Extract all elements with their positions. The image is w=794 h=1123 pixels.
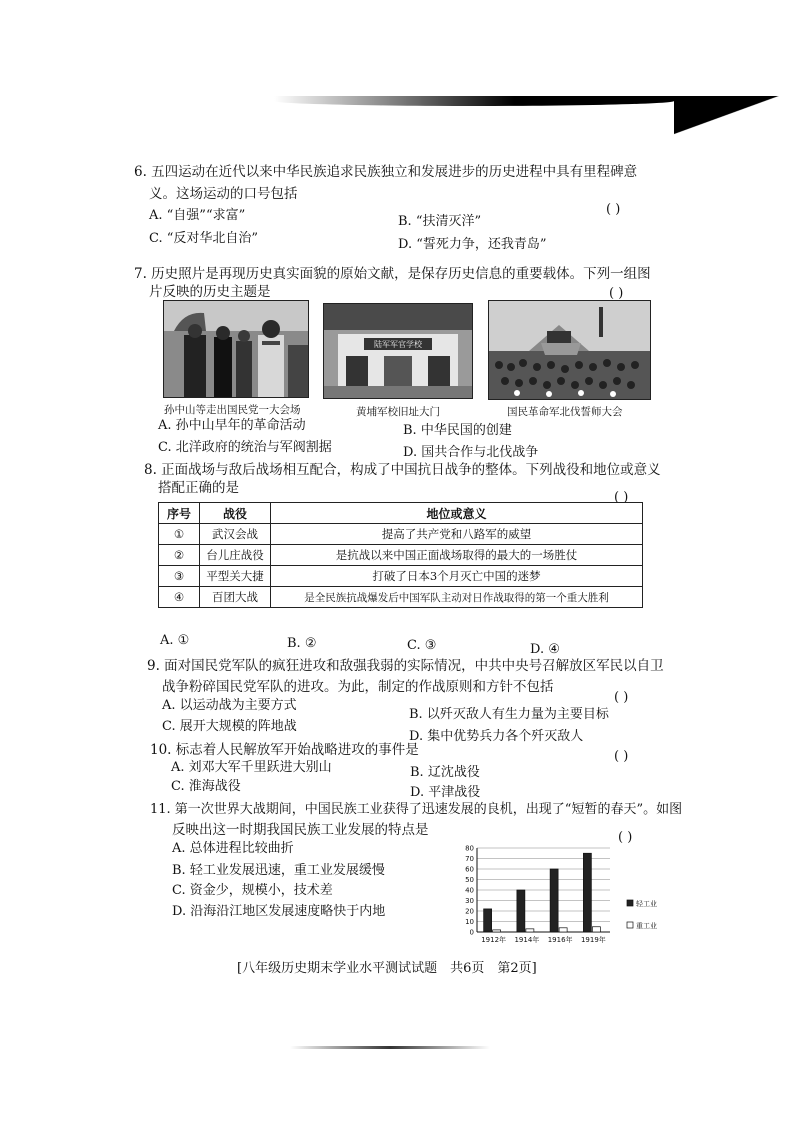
q8-stem-line1: 8. 正面战场与敌后战场相互配合，构成了中国抗日战争的整体。下列战役和地位或意义 bbox=[144, 462, 661, 478]
q7-option-c[interactable]: C. 北洋政府的统治与军阀割据 bbox=[158, 440, 332, 455]
photo-northern-expedition bbox=[488, 300, 651, 400]
bar-light-industry bbox=[484, 909, 492, 932]
scan-shadow-corner bbox=[674, 96, 794, 136]
bar-heavy-industry bbox=[493, 930, 501, 932]
y-tick-label: 10 bbox=[465, 918, 474, 926]
photo-caption-2: 黄埔军校旧址大门 bbox=[356, 406, 440, 418]
industry-bar-chart bbox=[455, 842, 690, 950]
table-cell-number: ④ bbox=[159, 587, 200, 608]
x-tick-label: 1916年 bbox=[547, 936, 573, 944]
q11-option-b[interactable]: B. 轻工业发展迅速，重工业发展缓慢 bbox=[172, 863, 385, 878]
q10-answer-paren[interactable]: ( ) bbox=[614, 749, 629, 764]
bar-light-industry bbox=[517, 890, 525, 932]
table-cell-significance: 是抗战以来中国正面战场取得的最大的一场胜仗 bbox=[271, 545, 643, 566]
q10-stem: 10. 标志着人民解放军开始战略进攻的事件是 bbox=[150, 742, 419, 758]
table-cell-significance: 打破了日本3个月灭亡中国的迷梦 bbox=[271, 566, 643, 587]
legend-swatch bbox=[627, 900, 633, 906]
y-tick-label: 60 bbox=[465, 865, 474, 874]
q11-stem-line2: 反映出这一时期我国民族工业发展的特点是 bbox=[172, 822, 429, 838]
y-tick-label: 50 bbox=[465, 876, 474, 884]
q6-option-d[interactable]: D. “誓死力争，还我青岛” bbox=[398, 237, 547, 252]
q10-option-d[interactable]: D. 平津战役 bbox=[410, 785, 481, 800]
q6-option-a[interactable]: A. “自强”“求富” bbox=[149, 208, 246, 223]
x-tick-label: 1912年 bbox=[481, 936, 507, 944]
table-row bbox=[159, 566, 643, 587]
table-cell-significance: 提高了共产党和八路军的威望 bbox=[271, 524, 643, 545]
q7-option-b[interactable]: B. 中华民国的创建 bbox=[403, 423, 512, 438]
legend-label: 重工业 bbox=[636, 922, 657, 930]
q10-option-a[interactable]: A. 刘邓大军千里跃进大别山 bbox=[171, 760, 332, 775]
y-tick-label: 40 bbox=[465, 886, 474, 895]
x-tick-label: 1914年 bbox=[514, 936, 540, 944]
scan-shadow-top bbox=[274, 96, 674, 106]
table-row bbox=[159, 524, 643, 545]
table-header-battle: 战役 bbox=[200, 503, 271, 524]
bar-heavy-industry bbox=[526, 929, 534, 932]
photo-whampoa-gate bbox=[323, 303, 473, 399]
photo-caption-3: 国民革命军北伐誓师大会 bbox=[507, 406, 623, 418]
photo-sun-yat-sen bbox=[163, 300, 309, 398]
q8-stem-line2: 搭配正确的是 bbox=[158, 480, 239, 496]
q7-answer-paren[interactable]: ( ) bbox=[609, 286, 624, 301]
y-tick-label: 0 bbox=[469, 928, 474, 937]
page-footer: [八年级历史期末学业水平测试试题 共6页 第2页] bbox=[237, 961, 537, 976]
q8-option-d[interactable]: D. ④ bbox=[530, 642, 560, 657]
q7-stem-line1: 7. 历史照片是再现历史真实面貌的原始文献，是保存历史信息的重要载体。下列一组图 bbox=[134, 266, 651, 282]
table-row bbox=[159, 587, 643, 608]
q8-option-b[interactable]: B. ② bbox=[287, 636, 317, 651]
q6-answer-paren[interactable]: ( ) bbox=[606, 202, 621, 217]
table-cell-number: ① bbox=[159, 524, 200, 545]
q9-stem-line1: 9. 面对国民党军队的疯狂进攻和敌强我弱的实际情况，中共中央号召解放区军民以自卫 bbox=[147, 658, 664, 674]
q7-stem-line2: 片反映的历史主题是 bbox=[149, 284, 271, 300]
q9-option-b[interactable]: B. 以歼灭敌人有生力量为主要目标 bbox=[409, 707, 609, 722]
q8-answer-paren[interactable]: ( ) bbox=[614, 490, 629, 505]
q10-option-c[interactable]: C. 淮海战役 bbox=[171, 779, 241, 794]
q8-option-a[interactable]: A. ① bbox=[160, 633, 190, 648]
q9-option-a[interactable]: A. 以运动战为主要方式 bbox=[162, 698, 297, 713]
q11-stem-line1: 11. 第一次世界大战期间，中国民族工业获得了迅速发展的良机，出现了“短暂的春天”。如图 bbox=[150, 802, 683, 817]
q11-answer-paren[interactable]: ( ) bbox=[618, 830, 633, 845]
legend-swatch bbox=[627, 922, 633, 928]
q6-stem-line1: 6. 五四运动在近代以来中华民族追求民族独立和发展进步的历史进程中具有里程碑意 bbox=[134, 164, 638, 180]
q11-option-a[interactable]: A. 总体进程比较曲折 bbox=[172, 841, 294, 856]
q6-option-b[interactable]: B. “扶清灭洋” bbox=[398, 214, 482, 229]
gate-sign-text: 陆军军官学校 bbox=[374, 340, 422, 349]
q7-option-a[interactable]: A. 孙中山早年的革命活动 bbox=[158, 418, 306, 433]
table-header-significance: 地位或意义 bbox=[271, 503, 643, 524]
y-tick-label: 80 bbox=[465, 844, 474, 853]
q11-option-c[interactable]: C. 资金少，规模小，技术差 bbox=[172, 883, 333, 898]
table-header-number: 序号 bbox=[159, 503, 200, 524]
bar-heavy-industry bbox=[559, 928, 567, 932]
q8-battle-table bbox=[158, 502, 643, 608]
q9-stem-line2: 战争粉碎国民党军队的进攻。为此，制定的作战原则和方针不包括 bbox=[162, 679, 554, 695]
photo-whampoa-gate-image bbox=[324, 304, 472, 398]
q9-option-d[interactable]: D. 集中优势兵力各个歼灭敌人 bbox=[409, 729, 584, 744]
table-cell-battle: 台儿庄战役 bbox=[200, 545, 271, 566]
table-cell-significance: 是全民族抗战爆发后中国军队主动对日作战取得的第一个重大胜利 bbox=[271, 587, 643, 608]
x-tick-label: 1919年 bbox=[580, 936, 606, 944]
q7-option-d[interactable]: D. 国共合作与北伐战争 bbox=[403, 445, 539, 460]
photo-sun-yat-sen-image bbox=[164, 301, 308, 397]
q11-option-d[interactable]: D. 沿海沿江地区发展速度略快于内地 bbox=[172, 904, 386, 919]
q8-option-c[interactable]: C. ③ bbox=[407, 638, 437, 653]
legend-label: 轻工业 bbox=[636, 900, 657, 908]
y-tick-label: 70 bbox=[465, 855, 474, 863]
table-header-row bbox=[159, 503, 643, 524]
bar-light-industry bbox=[550, 869, 558, 932]
scan-line-bottom bbox=[290, 1046, 490, 1049]
photo-caption-1: 孙中山等走出国民党一大会场 bbox=[164, 404, 301, 416]
y-tick-label: 20 bbox=[465, 907, 474, 916]
table-cell-number: ③ bbox=[159, 566, 200, 587]
q6-stem-line2: 义。这场运动的口号包括 bbox=[149, 186, 298, 202]
table-cell-battle: 武汉会战 bbox=[200, 524, 271, 545]
q9-answer-paren[interactable]: ( ) bbox=[614, 690, 629, 705]
q9-option-c[interactable]: C. 展开大规模的阵地战 bbox=[162, 719, 297, 734]
y-tick-label: 30 bbox=[465, 897, 474, 905]
table-cell-battle: 百团大战 bbox=[200, 587, 271, 608]
table-cell-battle: 平型关大捷 bbox=[200, 566, 271, 587]
bar-light-industry bbox=[583, 853, 591, 932]
table-cell-number: ② bbox=[159, 545, 200, 566]
q6-option-c[interactable]: C. “反对华北自治” bbox=[149, 231, 259, 246]
table-row bbox=[159, 545, 643, 566]
q10-option-b[interactable]: B. 辽沈战役 bbox=[410, 765, 480, 780]
bar-heavy-industry bbox=[592, 927, 600, 932]
photo-northern-expedition-image bbox=[489, 301, 650, 399]
